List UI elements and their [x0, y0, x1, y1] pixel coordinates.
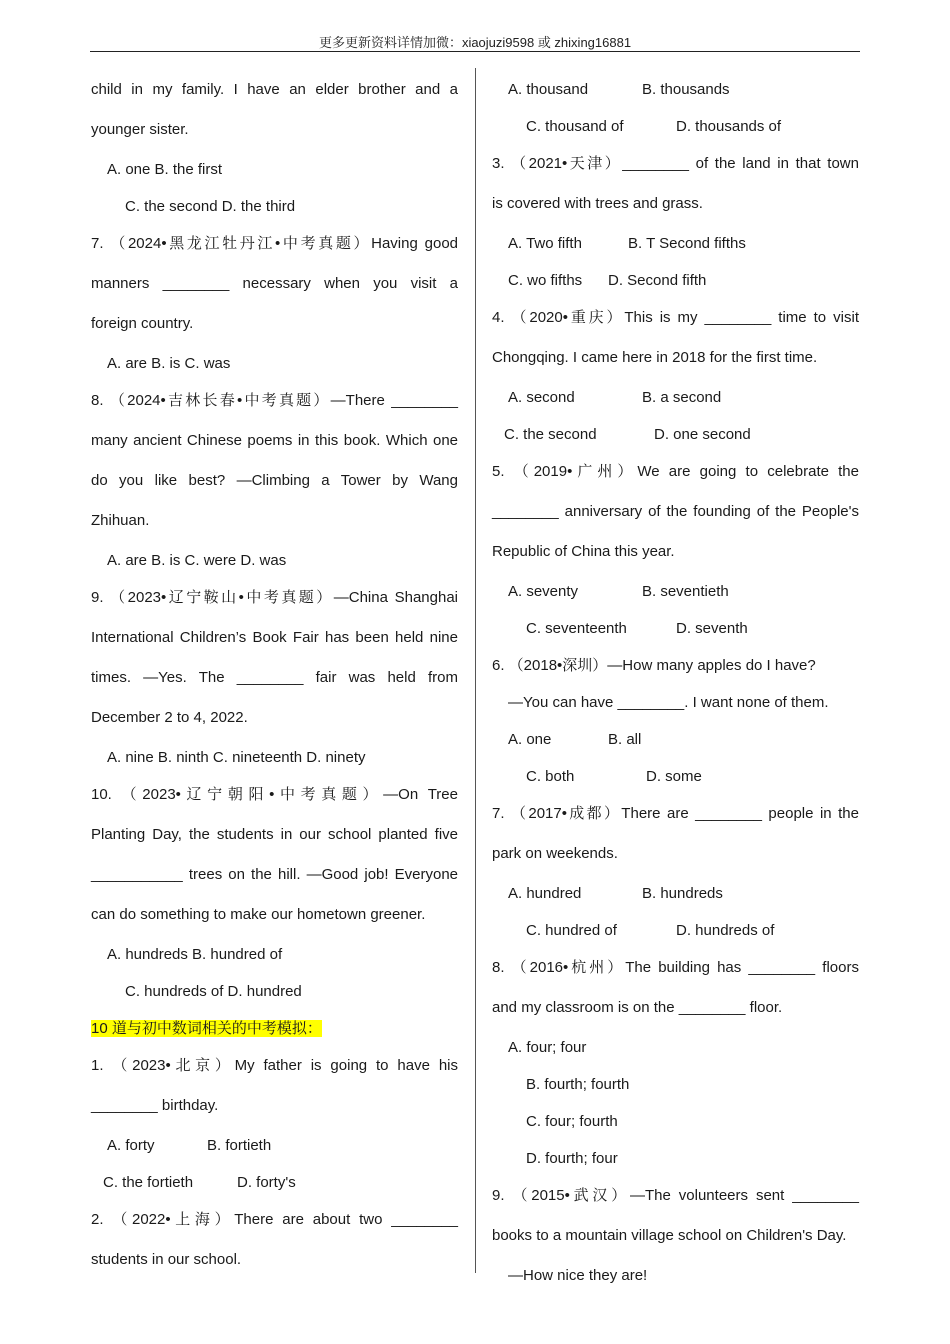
option-d: D. some [646, 768, 702, 785]
answer-option: D. fourth; four [526, 1150, 618, 1167]
answer-options [91, 1128, 458, 1165]
question-stem: 8. （2016•杭州）The building has ________ floors [492, 959, 859, 976]
question-text: do you like best? —Climbing a Tower by Wang [91, 472, 458, 489]
question-stem: 9. （2015•武汉）—The volunteers sent ________ [492, 1187, 859, 1204]
option-c: C. the fortieth [103, 1174, 194, 1191]
option-d: D. one second [654, 426, 751, 443]
option-c: C. thousand of [526, 118, 624, 135]
question-text: Planting Day, the students in our school planted five [91, 826, 458, 843]
question-text: Republic of China this year. [492, 543, 675, 560]
option-c: C. both [526, 768, 575, 785]
option-c: C. hundred of [526, 922, 617, 939]
question-text: can do something to make our hometown greener. [91, 906, 426, 923]
question-text: ___________ trees on the hill. —Good job! Everyone [91, 866, 458, 883]
option-c: C. wo fifths [508, 272, 583, 289]
question-text: foreign country. [91, 315, 194, 332]
question-text: —How nice they are! [508, 1267, 648, 1284]
answer-option: C. four; fourth [526, 1113, 618, 1130]
option-d: D. thousands of [676, 118, 782, 135]
answer-options: A. nine B. ninth C. nineteenth D. ninety [107, 749, 366, 766]
option-a: A. forty [107, 1137, 155, 1154]
question-text: many ancient Chinese poems in this book. Which one [91, 432, 458, 449]
page-header: 更多更新资料详情加微：xiaojuzi9598 或 zhixing16881 [318, 35, 632, 50]
answer-options [492, 722, 859, 759]
answer-options [492, 109, 859, 146]
option-b: B. thousands [642, 81, 730, 98]
question-stem: 7. （2024•黑龙江牡丹江•中考真题）Having good [91, 235, 458, 252]
question-text: —You can have ________. I want none of them. [508, 694, 829, 711]
option-a: A. one [508, 731, 552, 748]
answer-options [492, 72, 859, 109]
answer-options: C. the second D. the third [125, 198, 296, 215]
option-b: B. a second [642, 389, 722, 406]
question-text: students in our school. [91, 1251, 242, 1268]
answer-options [492, 913, 859, 950]
answer-options [492, 380, 859, 417]
option-c: C. seventeenth [526, 620, 627, 637]
column-divider [475, 68, 476, 1273]
section-heading [91, 1011, 458, 1048]
option-c: C. the second [504, 426, 597, 443]
answer-options [492, 759, 859, 796]
option-a: A. thousand [508, 81, 589, 98]
option-a: A. Two fifth [508, 235, 582, 252]
answer-options: A. are B. is C. were D. was [107, 552, 287, 569]
option-b: B. hundreds [642, 885, 723, 902]
question-stem: 1. （2023•北京）My father is going to have his [91, 1057, 458, 1074]
answer-options [492, 263, 859, 300]
header-rule [90, 51, 860, 52]
option-b: B. all [608, 731, 642, 748]
question-text: Zhihuan. [91, 512, 150, 529]
question-stem: 6. （2018•深圳）—How many apples do I have? [492, 657, 816, 674]
option-d: D. Second fifth [608, 272, 707, 289]
option-b: B. seventieth [642, 583, 729, 600]
question-text: is covered with trees and grass. [492, 195, 703, 212]
question-stem: 2. （2022•上海）There are about two ________ [91, 1211, 458, 1228]
option-d: D. seventh [676, 620, 748, 637]
option-b: B. fortieth [207, 1137, 272, 1154]
answer-options [492, 226, 859, 263]
question-text: child in my family. I have an elder brother and a [91, 81, 458, 98]
question-stem: 7. （2017•成都）There are ________ people in the [492, 805, 859, 822]
option-a: A. second [508, 389, 575, 406]
option-b: B. T Second fifths [628, 235, 746, 252]
question-text: International Children’s Book Fair has been held nine [91, 629, 458, 646]
question-stem: 4. （2020•重庆）This is my ________ time to visit [492, 309, 859, 326]
answer-options [91, 1165, 458, 1202]
question-stem: 5. （2019•广州）We are going to celebrate the [492, 463, 859, 480]
answer-options: A. hundreds B. hundred of [107, 946, 283, 963]
answer-options [492, 876, 859, 913]
option-a: A. seventy [508, 583, 579, 600]
answer-options [492, 417, 859, 454]
question-text: books to a mountain village school on Children's Day. [492, 1227, 847, 1244]
question-text: December 2 to 4, 2022. [91, 709, 248, 726]
left-column [91, 72, 458, 1282]
right-column [492, 72, 859, 1295]
answer-options: C. hundreds of D. hundred [125, 983, 302, 1000]
answer-option: A. four; four [508, 1039, 587, 1056]
question-stem: 3. （2021•天津）________ of the land in that town [492, 155, 859, 172]
option-d: D. hundreds of [676, 922, 775, 939]
question-stem: 9. （2023•辽宁鞍山•中考真题）—China Shanghai [91, 589, 458, 606]
question-text: manners ________ necessary when you visit a [91, 275, 458, 292]
answer-options [492, 574, 859, 611]
answer-option: B. fourth; fourth [526, 1076, 630, 1093]
question-text: park on weekends. [492, 845, 618, 862]
question-text: ________ birthday. [91, 1097, 219, 1114]
option-a: A. hundred [508, 885, 582, 902]
option-d: D. forty's [237, 1174, 296, 1191]
question-text: times. —Yes. The ________ fair was held from [91, 669, 458, 686]
question-stem: 8. （2024•吉林长春•中考真题）—There ________ [91, 392, 458, 409]
answer-options [492, 611, 859, 648]
answer-options: A. one B. the first [107, 161, 223, 178]
question-stem: 10. （2023•辽宁朝阳•中考真题）—On Tree [91, 786, 458, 803]
question-text: younger sister. [91, 121, 189, 138]
highlighted-heading: 10 道与初中数词相关的中考模拟： [91, 1020, 322, 1037]
answer-options: A. are B. is C. was [107, 355, 231, 372]
question-text: Chongqing. I came here in 2018 for the first time. [492, 349, 818, 366]
question-text: and my classroom is on the ________ floor. [492, 999, 783, 1016]
question-text: ________ anniversary of the founding of the People's [492, 503, 859, 520]
